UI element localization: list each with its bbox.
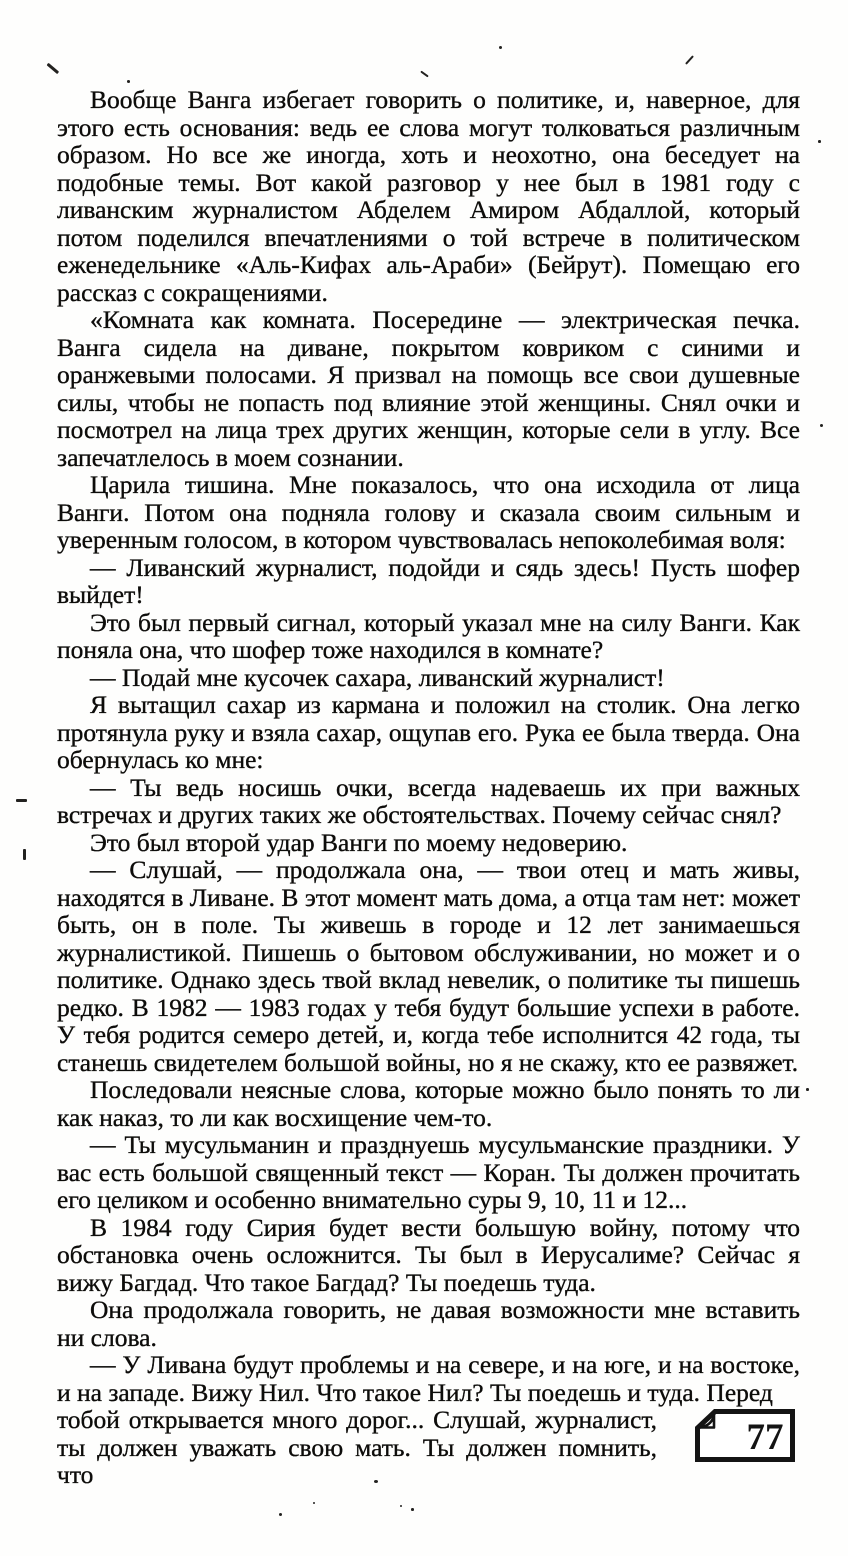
paragraph-3: — Ливанский журналист, подойди и сядь здесь! Пусть шофер выйдет! [57,552,800,609]
scan-speck [127,80,130,83]
scan-speck [685,55,694,65]
scan-speck [279,1513,282,1516]
scan-speck [374,1480,378,1483]
scan-speck [818,140,821,143]
paragraph-6: Я вытащил сахар из кармана и положил на столик. Она легко протянула руку и взяла сахар, ощупав его. Рука ее была тверда. Она обернулась ко мне: [57,690,800,774]
paragraph-14: — У Ливана будут проблемы и на севере, и на юге, и на востоке, и на западе. Вижу Нил. Что такое Нил? Ты поедешь и туда. Перед [57,1350,800,1407]
paragraph-11: — Ты мусульманин и празднуешь мусульманские праздники. У вас есть большой священный текст — Коран. Ты должен прочитать его целиком и особенно внимательно суры 9, 10, 11 и 12... [57,1130,800,1214]
paragraph-4: Это был первый сигнал, который указал мне на силу Ванги. Как поняла она, что шофер тоже находился в комнате? [57,607,800,664]
paragraph-7: — Ты ведь носишь очки, всегда надеваешь их при важных встречах и других таких же обстоятельствах. Почему сейчас снял? [57,772,800,829]
bottom-row [57,1406,800,1489]
paragraph-continuation: тобой открывается много дорог... Слушай, журналист, ты должен уважать свою мать. Ты должен помнить, что [57,1405,657,1489]
paragraph-2: Царила тишина. Мне показалось, что она исходила от лица Ванги. Потом она подняла голову и сказала своим сильным и уверенным голосом, в котором чувствовалась непоколебимая воля: [57,470,800,554]
text-block [57,86,800,1489]
paragraph-1: «Комната как комната. Посередине — электрическая печка. Ванга сидела на диване, покрытом ковриком с синими и оранжевыми полосами. Я призвал на помощь все свои душевные силы, чтобы не попасть под влияние этой женщины. Снял очки и посмотрел на лица трех других женщин, которые сели в углу. Все запечатлелось в моем сознании. [57,305,800,472]
paragraph-10: Последовали неясные слова, которые можно было понять то ли как наказ, то ли как восхищение чем-то. [57,1075,800,1132]
scan-speck [806,1088,809,1091]
scan-speck [23,849,26,860]
page-number-tab-icon [692,1407,798,1465]
page-number: 77 [746,1417,784,1458]
paragraph-9: — Слушай, — продолжала она, — твои отец и мать живы, находятся в Ливане. В этот момент мать дома, а отца там нет: может быть, он в поле. Ты живешь в городе и 12 лет занимаешься журналистикой. Пишешь о бытовом обслуживании, но может и о политике. Однако здесь твой вклад невелик, о политике ты пишешь редко. В 1982 — 1983 годах у тебя будут большие успехи в работе. У тебя родится семеро детей, и, когда тебе исполнится 42 года, ты станешь свидетелем большой войны, но я не скажу, кто ее развяжет. [57,855,800,1077]
paragraph-13: Она продолжала говорить, не давая возможности мне вставить ни слова. [57,1295,800,1352]
scan-speck [420,71,429,78]
paragraph-0: Вообще Ванга избегает говорить о политике, и, наверное, для этого есть основания: ведь ее слова могут толковаться различным образом. Но все же иногда, хоть и неохотно, она беседует на подобные темы. Вот какой разговор у нее был в 1981 году с ливанским журналистом Абделем Амиром Абдаллой, который потом поделился впечатлениями о той встрече в политическом еженедельнике «Аль-Кифах аль-Араби» (Бейрут). Помещаю его рассказ с сокращениями. [57,85,800,307]
scan-speck [400,1505,402,1507]
scan-speck [820,424,823,427]
scan-speck [313,1502,315,1504]
paragraph-12: В 1984 году Сирия будет вести большую войну, потому что обстановка очень осложнится. Ты был в Иерусалиме? Сейчас я вижу Багдад. Что такое Багдад? Ты поедешь туда. [57,1212,800,1297]
scan-speck [499,46,502,49]
paragraph-8: Это был второй удар Ванги по моему недоверию. [90,827,628,857]
paragraph-5: — Подай мне кусочек сахара, ливанский журналист! [90,662,665,692]
page-number-box [692,1407,798,1465]
scan-speck [16,799,27,802]
scan-speck [47,63,59,74]
scan-speck [411,1508,414,1511]
